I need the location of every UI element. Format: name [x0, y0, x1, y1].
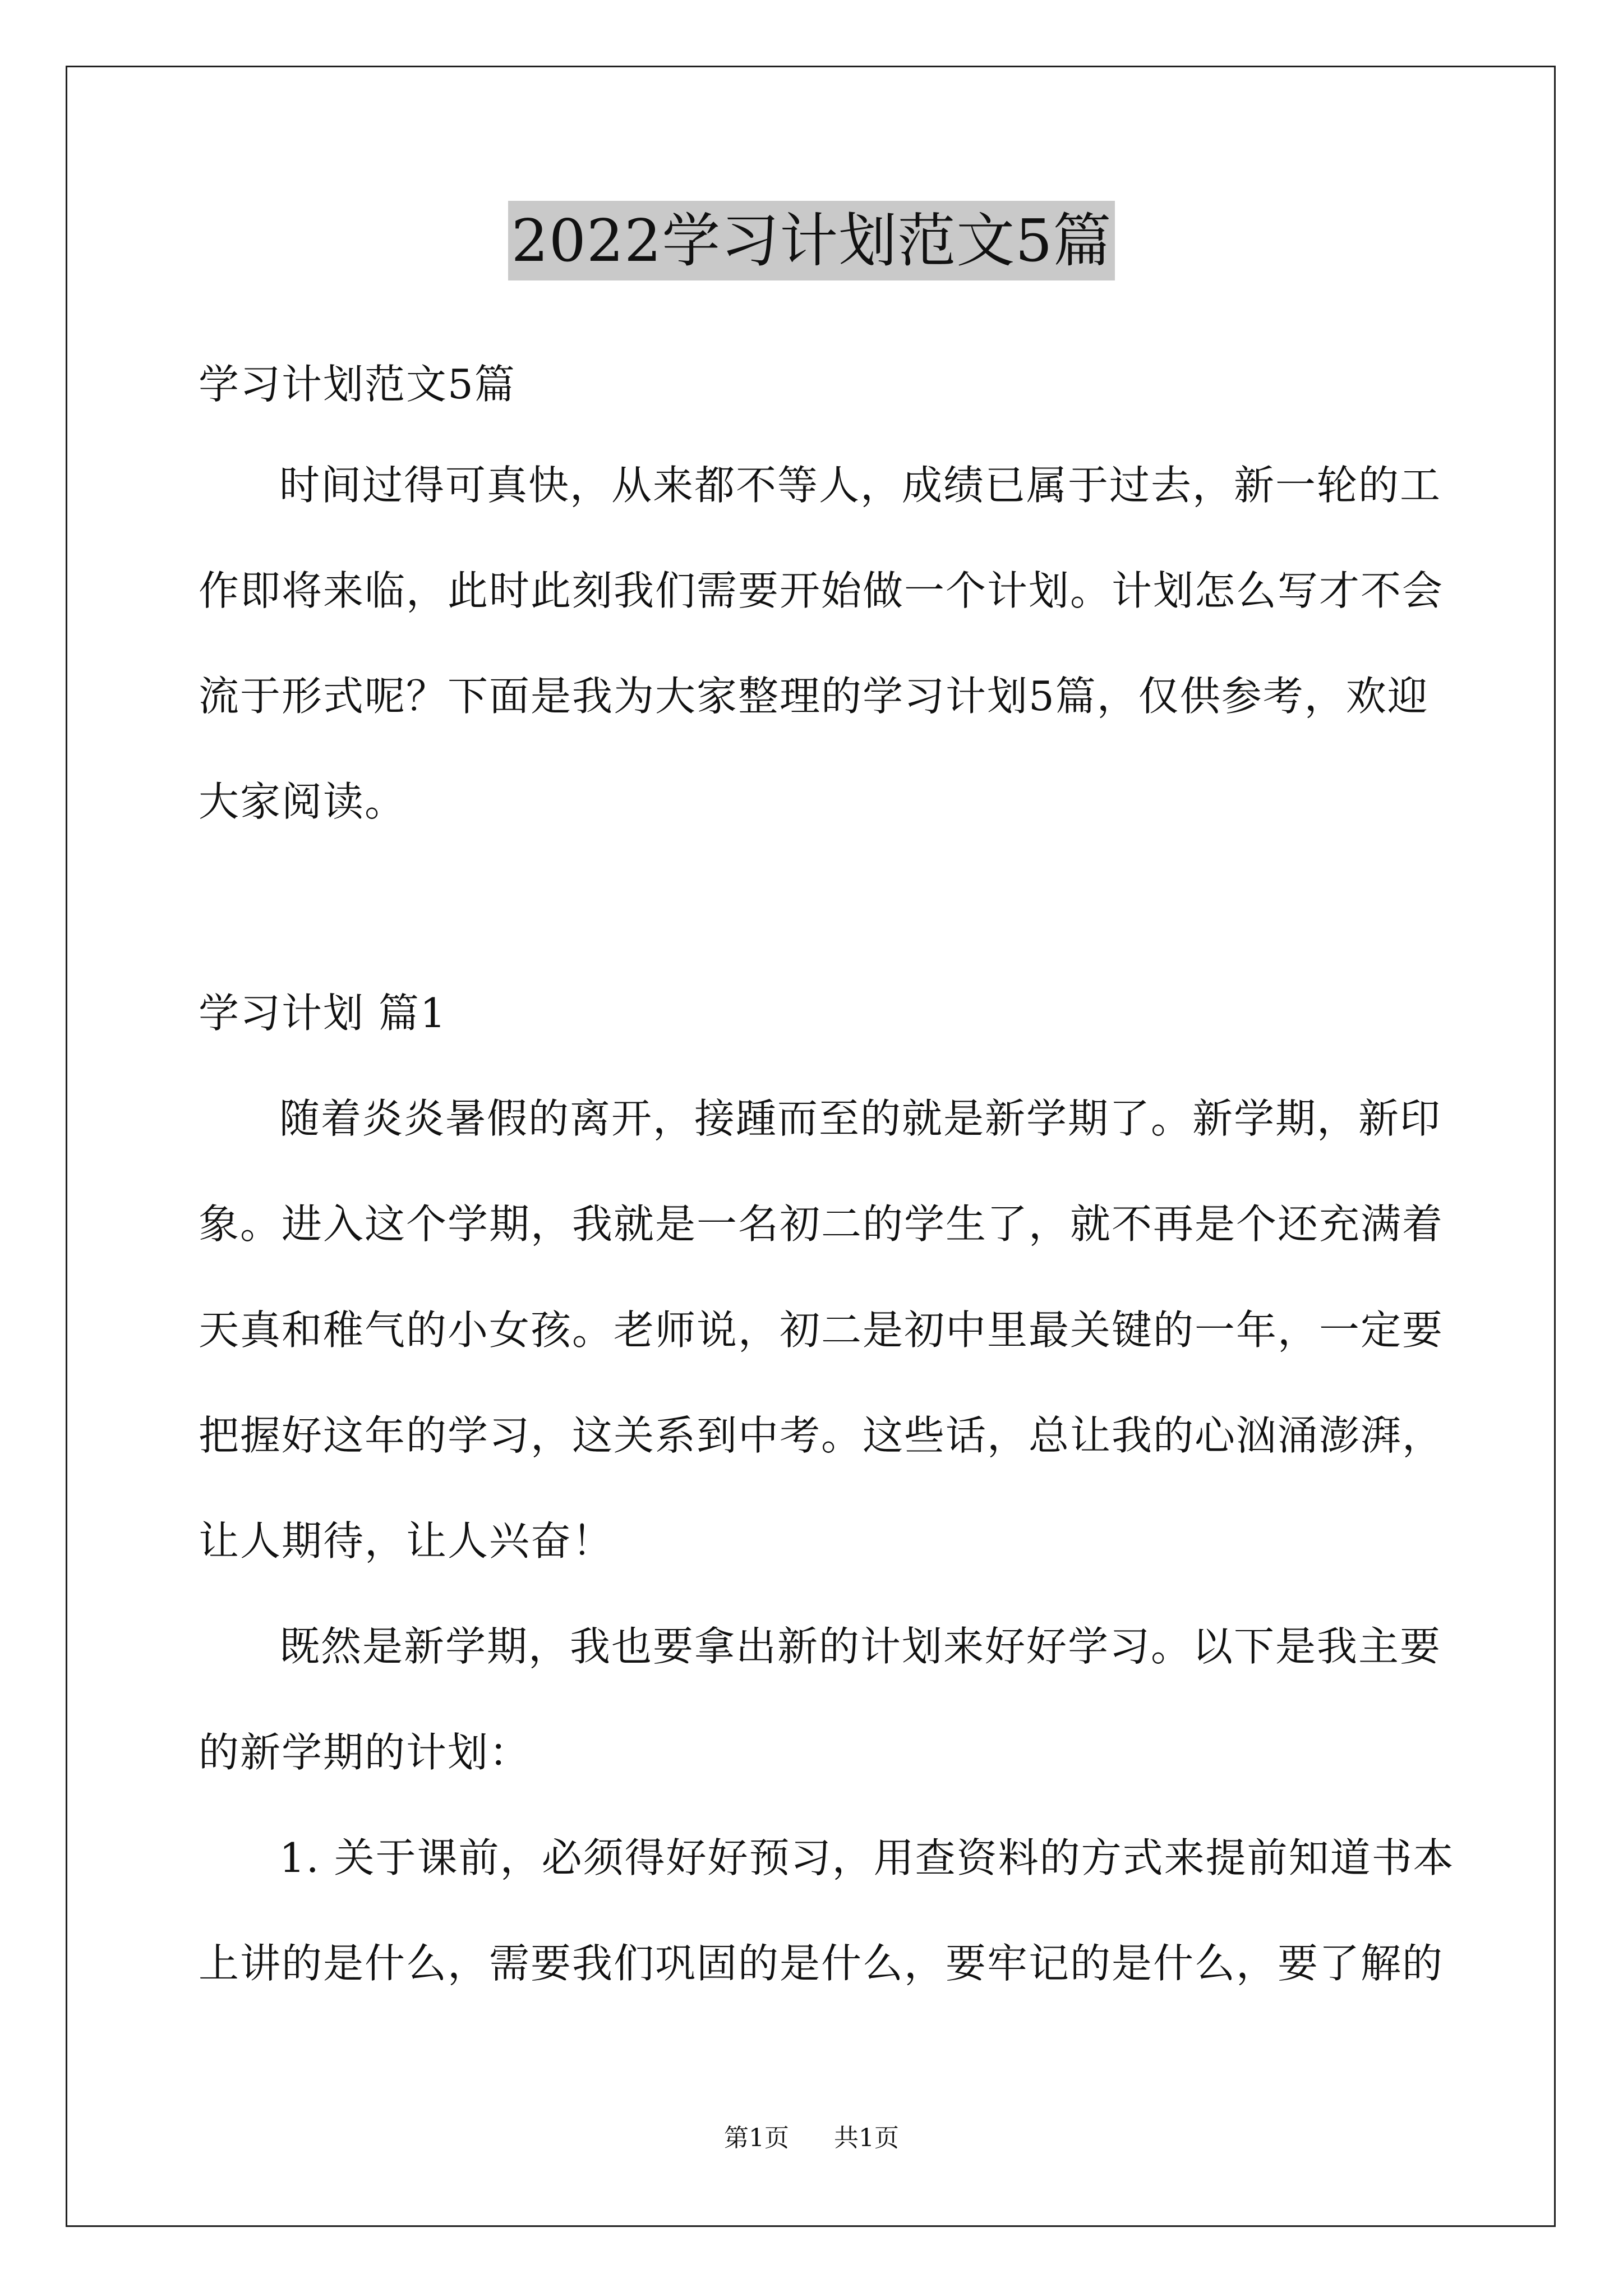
intro-line-1: 时间过得可真快，从来都不等人，成绩已属于过去，新一轮的工 — [279, 462, 1442, 509]
section-line-3: 天真和稚气的小女孩。老师说，初二是初中里最关键的一年，一定要 — [199, 1306, 1444, 1354]
intro-line-2: 作即将来临，此时此刻我们需要开始做一个计划。计划怎么写才不会 — [199, 567, 1444, 614]
intro-line-3: 流于形式呢？下面是我为大家整理的学习计划5篇，仅供参考，欢迎 — [199, 673, 1429, 720]
page-current: 第1页 — [724, 2124, 789, 2152]
intro-line-4: 大家阅读。 — [199, 778, 407, 825]
section-line-8: 1. 关于课前，必须得好好预习，用查资料的方式来提前知道书本 — [279, 1834, 1455, 1881]
section-line-7: 的新学期的计划： — [199, 1729, 531, 1776]
section-line-5: 让人期待，让人兴奋！ — [199, 1517, 614, 1565]
document-subtitle: 学习计划范文5篇 — [199, 361, 516, 408]
section-line-4: 把握好这年的学习，这关系到中考。这些话，总让我的心汹涌澎湃， — [199, 1412, 1444, 1459]
document-title: 2022学习计划范文5篇 — [508, 201, 1115, 280]
section-line-2: 象。进入这个学期，我就是一名初二的学生了，就不再是个还充满着 — [199, 1200, 1444, 1248]
title-container — [0, 201, 1623, 280]
page-total: 共1页 — [834, 2124, 899, 2152]
section-line-6: 既然是新学期，我也要拿出新的计划来好好学习。以下是我主要 — [279, 1623, 1442, 1670]
section-line-9: 上讲的是什么，需要我们巩固的是什么，要牢记的是什么，要了解的 — [199, 1940, 1444, 1987]
page-footer — [0, 2122, 1623, 2155]
section-line-1: 随着炎炎暑假的离开，接踵而至的就是新学期了。新学期，新印 — [279, 1095, 1442, 1142]
section-heading: 学习计划 篇1 — [199, 990, 447, 1037]
